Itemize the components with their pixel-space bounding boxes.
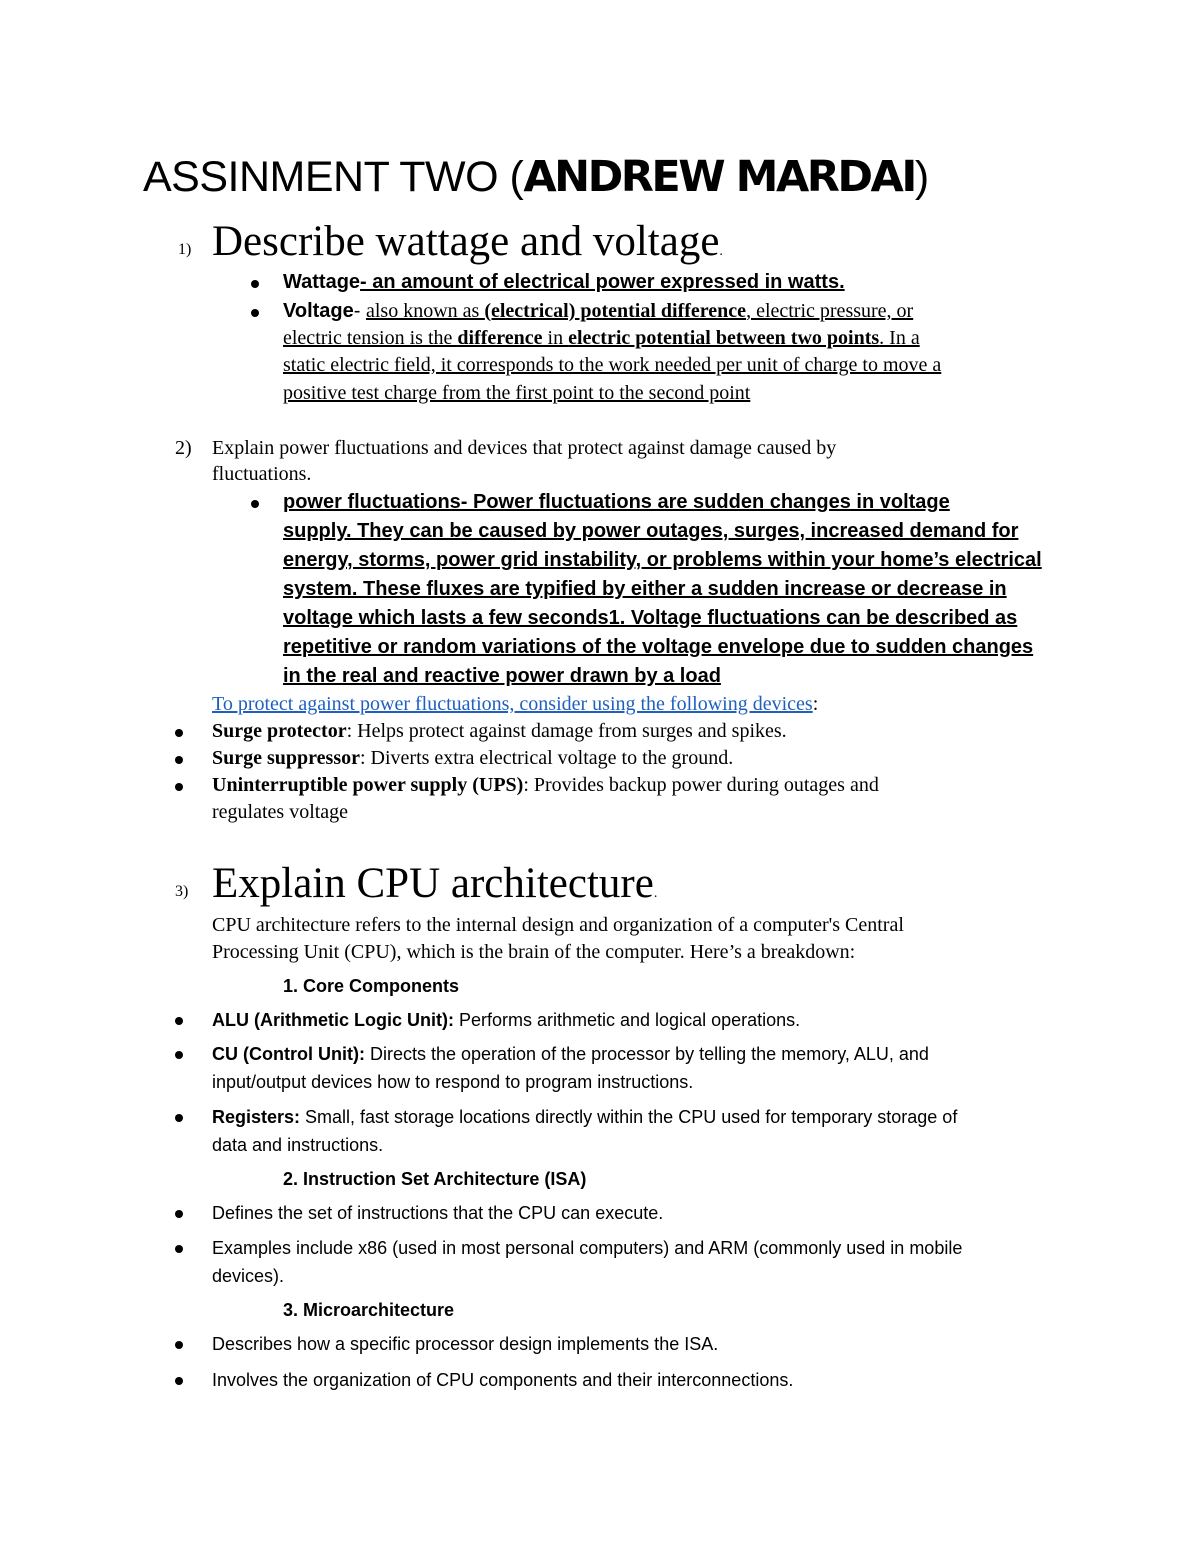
voltage-text-e: difference (457, 327, 543, 349)
q1-number: 1) (178, 241, 192, 258)
q3-heading-dot: . (653, 886, 658, 901)
device-term: Uninterruptible power supply (212, 774, 468, 796)
q2-question-line-2: fluctuations. (212, 463, 312, 485)
bullet-icon (175, 729, 183, 737)
document-title (143, 152, 929, 202)
bullet-icon (175, 783, 183, 791)
device-ups-line-2: regulates voltage (212, 801, 349, 823)
bullet-icon (175, 1341, 183, 1349)
power-fluctuations-line-6: repetitive or random variations of the voltage envelope due to sudden changes (283, 636, 1034, 658)
q3-heading (212, 859, 657, 908)
micro-item-2: Involves the organization of CPU components and their interconnections. (212, 1370, 794, 1390)
section-core-components: 1. Core Components (283, 976, 460, 996)
bullet-icon (175, 1245, 183, 1253)
voltage-text-c: , electric pressure, or (746, 300, 914, 322)
bullet-icon (175, 1017, 183, 1025)
device-desc: : Helps protect against damage from surges and spikes. (346, 720, 787, 742)
device-term-abbr: (UPS) (467, 774, 524, 796)
q3-heading-text: Explain CPU architecture (212, 860, 654, 907)
wattage-definition: - an amount of electrical power expressed in watts. (360, 271, 845, 293)
bullet-icon (175, 1051, 183, 1059)
q1-heading-text: Describe wattage and voltage (212, 218, 720, 265)
voltage-text-g: electric potential between two points (568, 327, 880, 349)
voltage-text-a: also known as (365, 300, 485, 322)
voltage-text-h: . In a (879, 327, 920, 349)
cpu-intro-line-2: Processing Unit (CPU), which is the brain of the computer. Here’s a breakdown: (212, 941, 856, 963)
micro-item-1: Describes how a specific processor design implements the ISA. (212, 1334, 719, 1354)
power-fluctuations-line-2: supply. They can be caused by power outages, surges, increased demand for (283, 520, 1019, 542)
alu-desc: Performs arithmetic and logical operations. (453, 1010, 801, 1030)
cu-item-line-2: input/output devices how to respond to program instructions. (212, 1072, 694, 1092)
device-desc: : Diverts extra electrical voltage to the ground. (360, 747, 734, 769)
voltage-line-4: positive test charge from the first point to the second point (283, 382, 751, 404)
alu-term: ALU (Arithmetic Logic Unit): (212, 1010, 454, 1030)
bullet-icon (251, 500, 259, 508)
isa-item-1: Defines the set of instructions that the CPU can execute. (212, 1203, 664, 1223)
device-surge-protector (212, 720, 787, 743)
cu-term: CU (Control Unit): (212, 1044, 365, 1064)
voltage-term: Voltage (283, 300, 354, 322)
alu-item (212, 1010, 800, 1031)
protect-colon: : (812, 693, 819, 715)
q2-number: 2) (175, 437, 192, 459)
voltage-line-3: static electric field, it corresponds to the work needed per unit of charge to move a (283, 354, 942, 376)
cpu-intro-line-1: CPU architecture refers to the internal design and organization of a computer's Central (212, 914, 904, 936)
cu-desc: Directs the operation of the processor by telling the memory, ALU, and (364, 1044, 929, 1064)
power-fluctuations-line-7: in the real and reactive power drawn by a load (283, 665, 721, 687)
title-prefix: ASSINMENT TWO ( (143, 153, 524, 201)
bullet-icon (175, 1210, 183, 1218)
q3-number: 3) (175, 883, 189, 900)
section-isa: 2. Instruction Set Architecture (ISA) (283, 1169, 587, 1189)
bullet-icon (251, 280, 259, 288)
device-term: Surge protector (212, 720, 347, 742)
bullet-icon (175, 1377, 183, 1385)
bullet-icon (251, 309, 259, 317)
voltage-text-b: (electrical) potential difference (484, 300, 747, 322)
power-fluctuations-line-3: energy, storms, power grid instability, or problems within your home’s electrical (283, 549, 1042, 571)
registers-desc: Small, fast storage locations directly within the CPU used for temporary storage of (300, 1107, 958, 1127)
wattage-item (283, 271, 845, 294)
bullet-icon (175, 756, 183, 764)
q2-question-line-1: Explain power fluctuations and devices that protect against damage caused by (212, 437, 837, 459)
device-term: Surge suppressor (212, 747, 360, 769)
wattage-term: Wattage (283, 271, 361, 293)
voltage-line-2 (283, 327, 920, 350)
voltage-dash: - (353, 300, 366, 322)
registers-term: Registers: (212, 1107, 301, 1127)
registers-item-line-2: data and instructions. (212, 1135, 384, 1155)
power-fluctuations-line-4: system. These fluxes are typified by either a sudden increase or decrease in (283, 578, 1007, 600)
device-desc: : Provides backup power during outages and (523, 774, 879, 796)
power-fluctuations-line-1: power fluctuations- Power fluctuations are sudden changes in voltage (283, 491, 950, 513)
device-surge-suppressor (212, 747, 733, 770)
protect-devices-link[interactable]: To protect against power fluctuations, consider using the following devices (212, 693, 813, 715)
q1-heading-dot: . (719, 244, 723, 259)
voltage-text-f: in (542, 327, 569, 349)
title-suffix: ) (914, 153, 929, 201)
protect-intro (212, 693, 818, 716)
power-fluctuations-line-5: voltage which lasts a few seconds1. Voltage fluctuations can be described as (283, 607, 1018, 629)
isa-item-2: Examples include x86 (used in most personal computers) and ARM (commonly used in mobile (212, 1238, 963, 1258)
voltage-text-d: electric tension is the (283, 327, 458, 349)
q1-heading (212, 217, 723, 266)
cu-item (212, 1044, 929, 1065)
section-microarchitecture: 3. Microarchitecture (283, 1300, 455, 1320)
voltage-line-1 (283, 300, 913, 323)
registers-item (212, 1107, 957, 1128)
bullet-icon (175, 1114, 183, 1122)
author-name: ANDREW MARDAI (523, 152, 915, 202)
isa-item-2-line-2: devices). (212, 1266, 285, 1286)
device-ups (212, 774, 879, 797)
